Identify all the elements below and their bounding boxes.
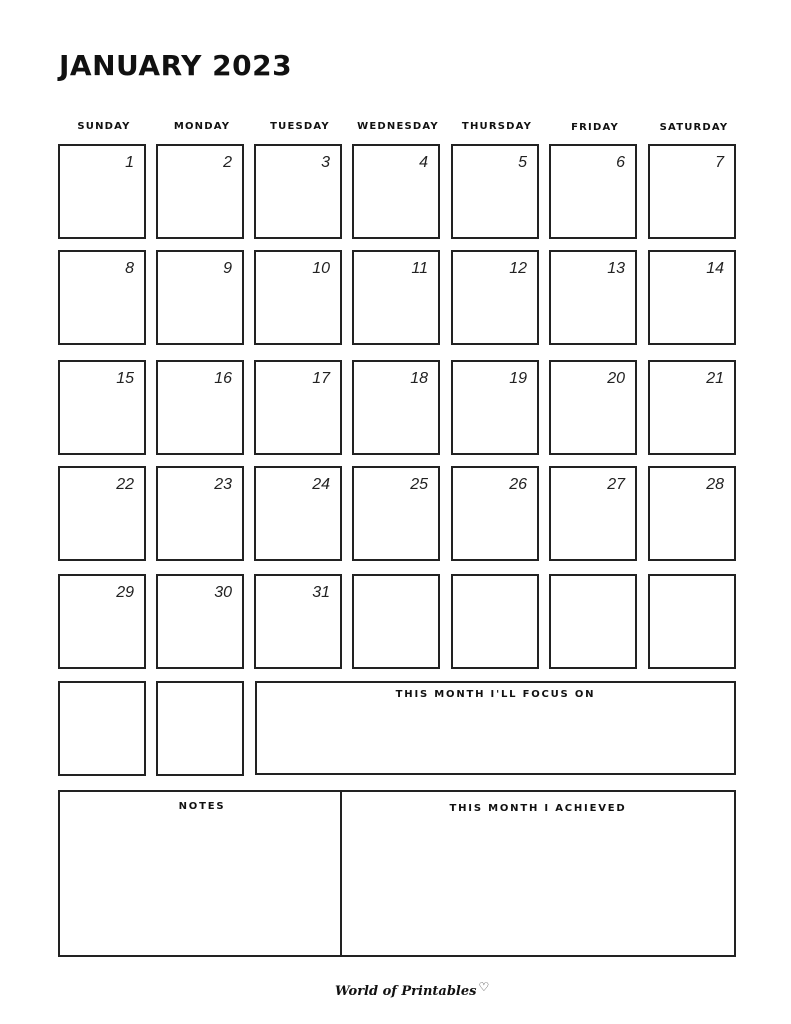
day-number: 17 [312,370,330,387]
day-cell[interactable] [648,466,736,561]
day-cell[interactable] [156,250,244,345]
day-number: 6 [616,154,625,171]
day-cell[interactable] [648,360,736,455]
day-cell[interactable] [549,574,637,669]
weekday-header: SUNDAY [77,121,131,132]
day-number: 26 [509,476,527,493]
day-cell[interactable] [648,250,736,345]
day-number: 30 [214,584,232,601]
day-cell[interactable] [451,250,539,345]
day-cell[interactable] [254,250,342,345]
notes-achieved-box [58,790,736,957]
day-cell[interactable] [451,574,539,669]
achieved-label: THIS MONTH I ACHIEVED [449,803,627,814]
day-number: 7 [715,154,724,171]
day-number: 22 [116,476,134,493]
day-number: 29 [116,584,134,601]
day-number: 15 [116,370,134,387]
heart-icon: ♡ [478,980,490,994]
weekday-header: MONDAY [173,121,231,132]
day-number: 1 [125,154,134,171]
day-number: 9 [223,260,232,277]
day-cell[interactable] [352,250,440,345]
weekday-header: FRIDAY [571,122,619,133]
day-number: 13 [607,260,625,277]
brand-name: World of Printables [335,984,477,999]
day-cell[interactable] [549,250,637,345]
day-number: 20 [607,370,625,387]
day-number: 18 [410,370,428,387]
day-number: 11 [411,260,428,277]
day-cell[interactable] [352,574,440,669]
focus-label: THIS MONTH I'LL FOCUS ON [395,689,596,700]
weekday-header: SATURDAY [659,122,729,133]
day-cell[interactable] [352,144,440,239]
day-cell[interactable] [352,360,440,455]
day-cell[interactable] [156,144,244,239]
day-cell[interactable] [58,360,146,455]
day-number: 24 [312,476,330,493]
day-number: 3 [321,154,330,171]
brand-logo [335,980,490,999]
day-cell[interactable] [549,144,637,239]
day-number: 16 [214,370,232,387]
day-cell[interactable] [156,466,244,561]
weekday-header: WEDNESDAY [357,121,439,132]
day-cell[interactable] [58,144,146,239]
day-number: 4 [419,154,428,171]
day-number: 28 [706,476,724,493]
notes-achieved-divider [340,790,342,957]
day-cell[interactable] [156,681,244,776]
focus-box[interactable] [255,681,736,775]
day-number: 8 [125,260,134,277]
day-number: 5 [518,154,527,171]
day-number: 27 [607,476,625,493]
notes-label: NOTES [178,801,226,812]
day-cell[interactable] [254,144,342,239]
day-cell[interactable] [549,360,637,455]
day-cell[interactable] [58,466,146,561]
day-cell[interactable] [451,466,539,561]
day-cell[interactable] [451,360,539,455]
day-cell[interactable] [451,144,539,239]
day-cell[interactable] [254,574,342,669]
day-cell[interactable] [58,250,146,345]
weekday-header: TUESDAY [270,121,330,132]
day-cell[interactable] [58,574,146,669]
day-cell[interactable] [648,574,736,669]
day-cell[interactable] [254,360,342,455]
day-number: 12 [509,260,527,277]
day-number: 2 [223,154,232,171]
day-cell[interactable] [648,144,736,239]
day-number: 10 [312,260,330,277]
day-cell[interactable] [58,681,146,776]
day-cell[interactable] [156,360,244,455]
day-cell[interactable] [352,466,440,561]
day-number: 21 [706,370,724,387]
day-number: 25 [410,476,428,493]
day-number: 14 [706,260,724,277]
day-cell[interactable] [549,466,637,561]
day-number: 19 [509,370,527,387]
page-title: JANUARY 2023 [59,49,293,82]
day-number: 23 [214,476,232,493]
day-number: 31 [312,584,330,601]
day-cell[interactable] [254,466,342,561]
day-cell[interactable] [156,574,244,669]
weekday-header: THURSDAY [461,121,533,132]
